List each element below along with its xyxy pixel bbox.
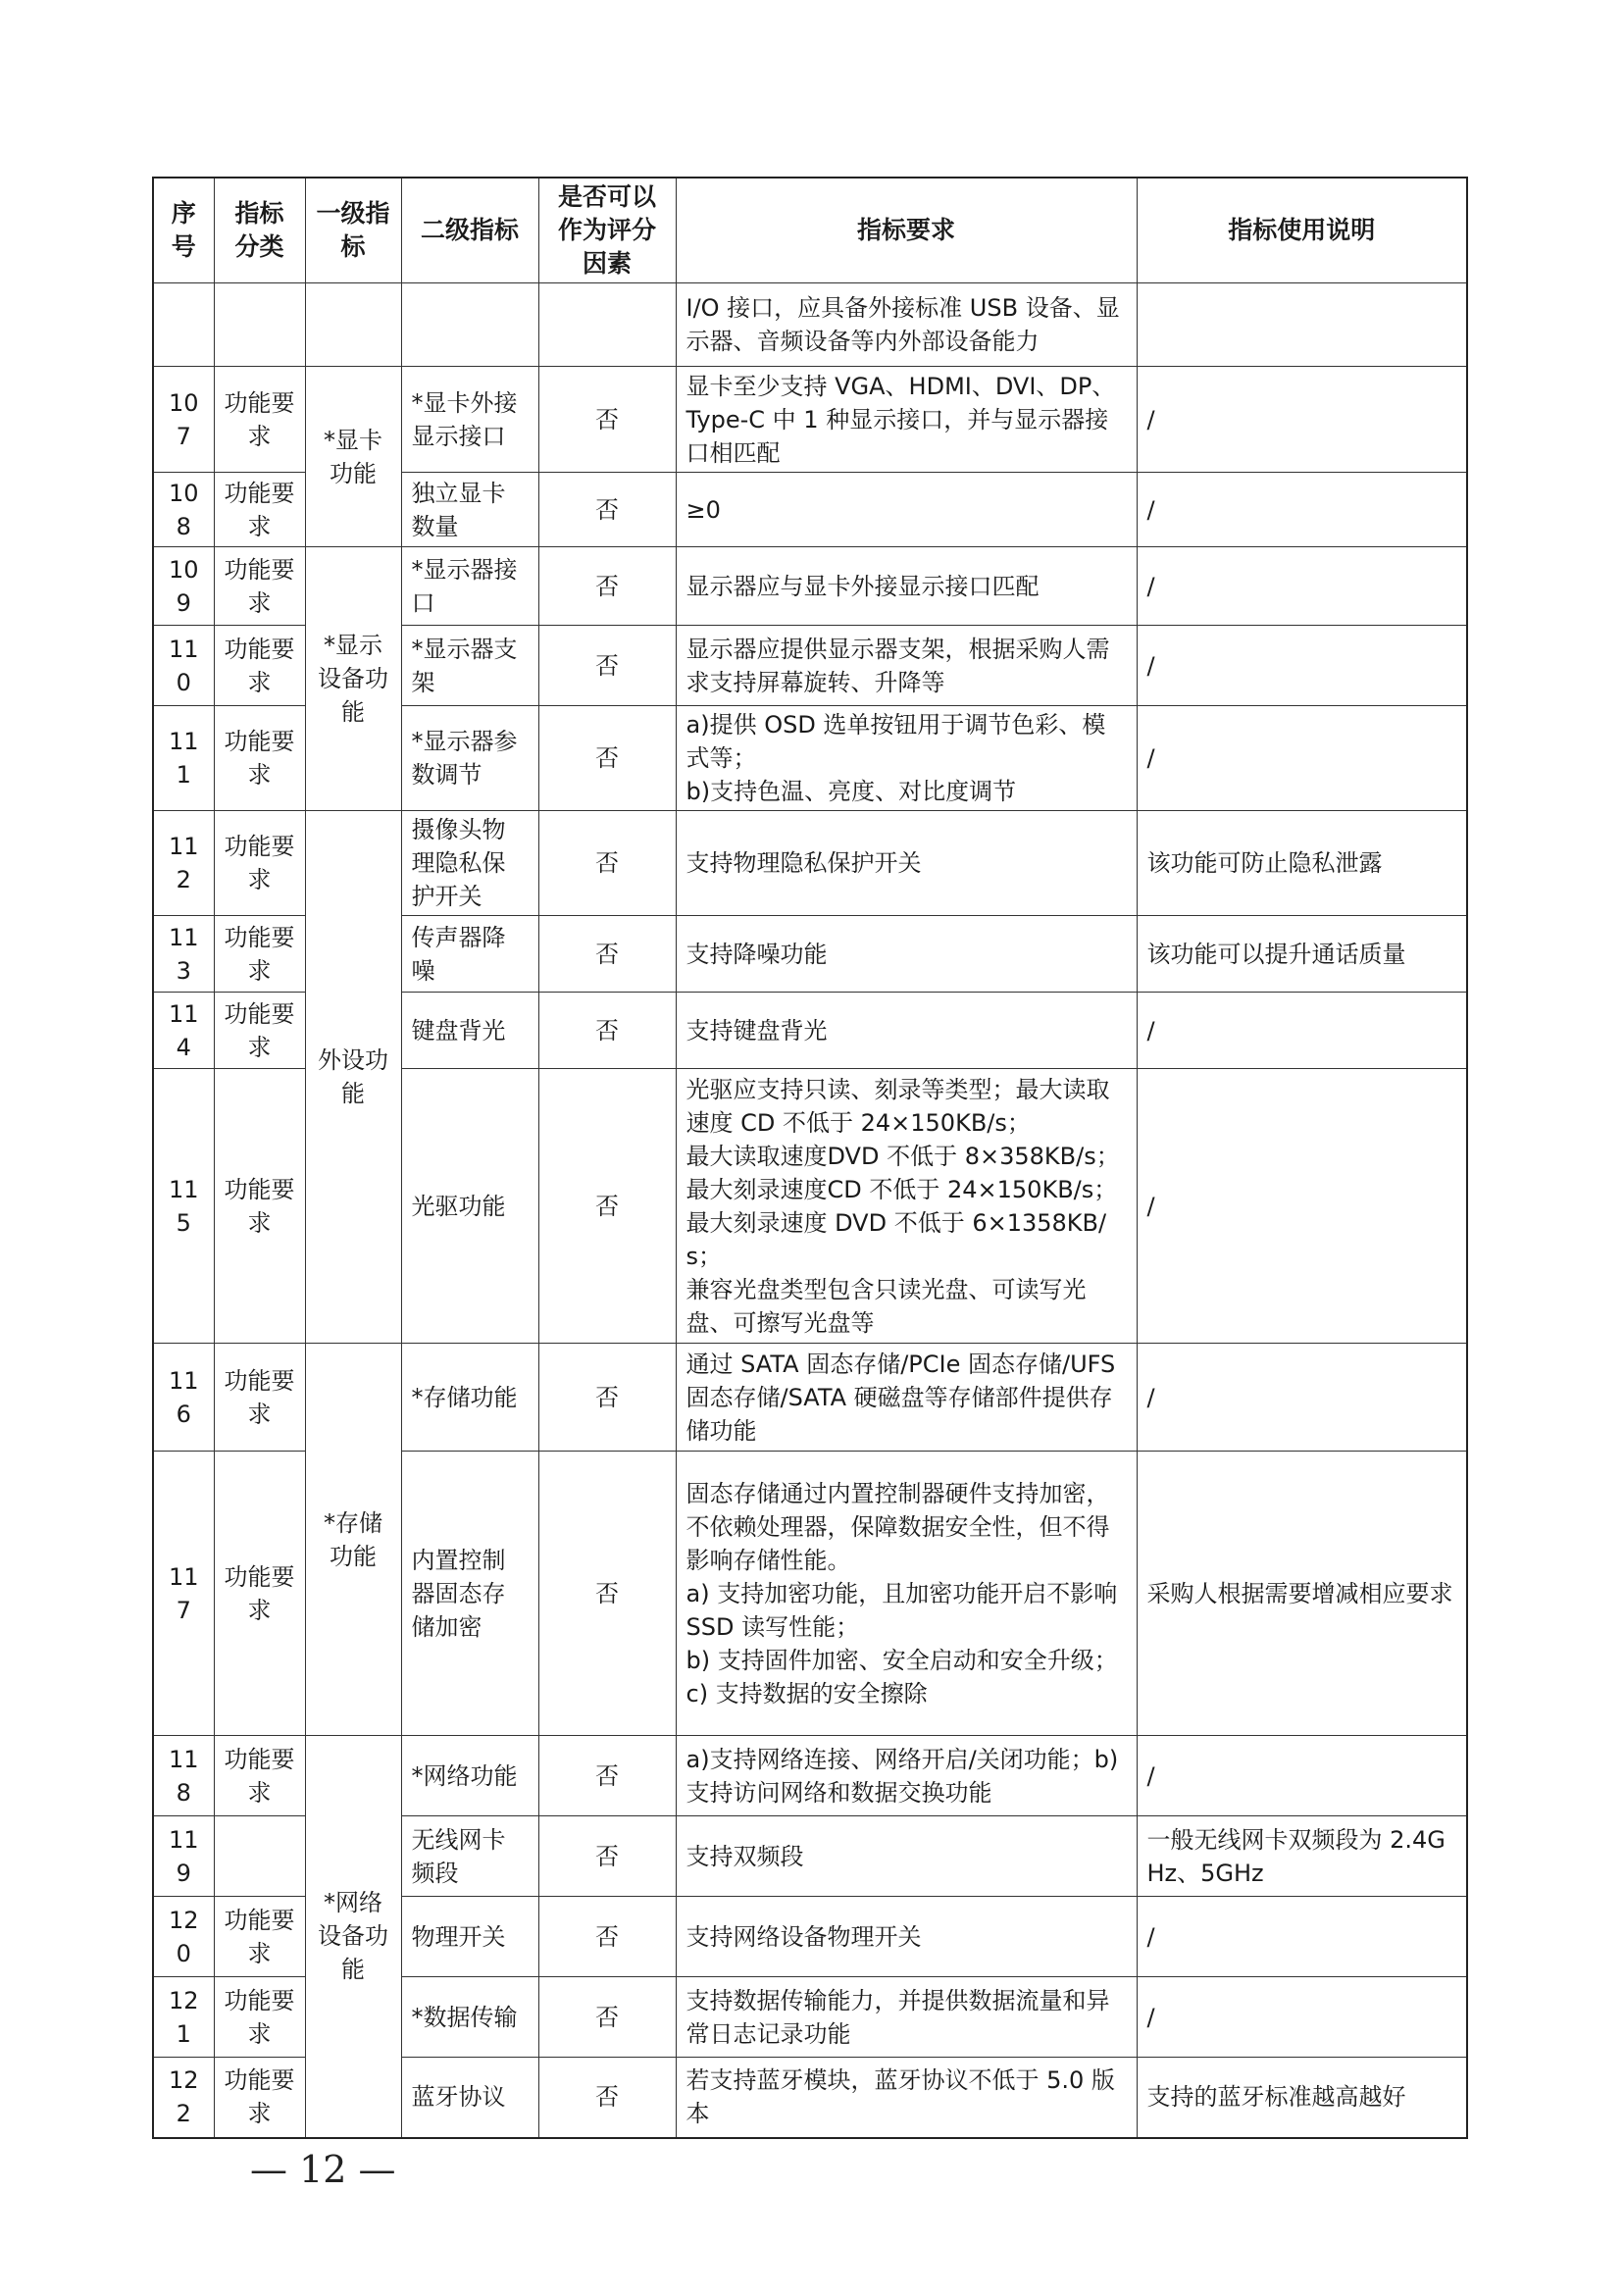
cell-level2: *显示器接口 <box>401 547 538 626</box>
cell-level2: 物理开关 <box>401 1897 538 1977</box>
cell-scoring: 否 <box>538 1452 676 1736</box>
cell-requirement: 支持双频段 <box>676 1816 1137 1897</box>
header-requirement: 指标要求 <box>676 178 1137 283</box>
cell-no: 114 <box>153 993 214 1069</box>
cell-note: / <box>1137 626 1467 706</box>
table-row <box>153 283 1467 367</box>
table-row <box>153 547 1467 626</box>
cell-category: 功能要求 <box>214 1452 305 1736</box>
table-row <box>153 1344 1467 1452</box>
cell-level2: 键盘背光 <box>401 993 538 1069</box>
cell-note: 该功能可以提升通话质量 <box>1137 916 1467 993</box>
cell-no: 110 <box>153 626 214 706</box>
cell-scoring: 否 <box>538 1977 676 2058</box>
table-row <box>153 367 1467 473</box>
cell-note <box>1137 283 1467 367</box>
cell-level1 <box>305 283 401 367</box>
cell-scoring: 否 <box>538 916 676 993</box>
cell-no: 107 <box>153 367 214 473</box>
cell-category: 功能要求 <box>214 626 305 706</box>
cell-scoring <box>538 283 676 367</box>
cell-category: 功能要求 <box>214 1736 305 1816</box>
cell-no: 109 <box>153 547 214 626</box>
cell-note: / <box>1137 993 1467 1069</box>
header-level1: 一级指标 <box>305 178 401 283</box>
table-row <box>153 1736 1467 1816</box>
cell-category: 功能要求 <box>214 916 305 993</box>
cell-no: 116 <box>153 1344 214 1452</box>
cell-note: / <box>1137 1977 1467 2058</box>
cell-note: / <box>1137 1897 1467 1977</box>
cell-requirement: 支持键盘背光 <box>676 993 1137 1069</box>
cell-scoring: 否 <box>538 367 676 473</box>
cell-category: 功能要求 <box>214 2058 305 2138</box>
cell-level2: 传声器降噪 <box>401 916 538 993</box>
cell-level1: *网络设备功能 <box>305 1736 401 2138</box>
cell-scoring: 否 <box>538 1897 676 1977</box>
cell-scoring: 否 <box>538 993 676 1069</box>
cell-requirement: 支持数据传输能力，并提供数据流量和异常日志记录功能 <box>676 1977 1137 2058</box>
cell-requirement: 光驱应支持只读、刻录等类型；最大读取速度 CD 不低于 24×150KB/s； 最大读取速度DVD 不低于 8×358KB/s； 最大刻录速度CD 不低于 24×150KB/s； 最大刻录速度 DVD 不低于 6×1358KB/s； 兼容光盘类型包含只读光盘、可读写光盘、可擦写光盘等 <box>676 1069 1137 1344</box>
cell-level2 <box>401 283 538 367</box>
cell-level2: *存储功能 <box>401 1344 538 1452</box>
header-scoring: 是否可以作为评分因素 <box>538 178 676 283</box>
cell-category: 功能要求 <box>214 1977 305 2058</box>
cell-note: / <box>1137 547 1467 626</box>
spec-table <box>152 177 1468 2139</box>
cell-note: 采购人根据需要增减相应要求 <box>1137 1452 1467 1736</box>
cell-requirement: 支持网络设备物理开关 <box>676 1897 1137 1977</box>
cell-category: 功能要求 <box>214 473 305 547</box>
cell-no: 111 <box>153 706 214 811</box>
cell-category: 功能要求 <box>214 547 305 626</box>
cell-scoring: 否 <box>538 2058 676 2138</box>
cell-level2: 内置控制器固态存储加密 <box>401 1452 538 1736</box>
cell-level2: 独立显卡数量 <box>401 473 538 547</box>
cell-scoring: 否 <box>538 626 676 706</box>
cell-requirement: 支持物理隐私保护开关 <box>676 811 1137 916</box>
cell-note: / <box>1137 1069 1467 1344</box>
cell-requirement: 固态存储通过内置控制器硬件支持加密，不依赖处理器，保障数据安全性，但不得影响存储性能。 a) 支持加密功能，且加密功能开启不影响 SSD 读写性能； b) 支持固件加密、安全启动和安全升级； c) 支持数据的安全擦除 <box>676 1452 1137 1736</box>
cell-requirement: 显示器应与显卡外接显示接口匹配 <box>676 547 1137 626</box>
cell-category <box>214 283 305 367</box>
cell-requirement: I/O 接口，应具备外接标准 USB 设备、显示器、音频设备等内外部设备能力 <box>676 283 1137 367</box>
cell-scoring: 否 <box>538 1069 676 1344</box>
cell-requirement: 显卡至少支持 VGA、HDMI、DVI、DP、Type-C 中 1 种显示接口，并与显示器接口相匹配 <box>676 367 1137 473</box>
cell-no: 115 <box>153 1069 214 1344</box>
cell-no: 117 <box>153 1452 214 1736</box>
cell-level2: *显示器参数调节 <box>401 706 538 811</box>
cell-no: 113 <box>153 916 214 993</box>
cell-level2: 摄像头物理隐私保护开关 <box>401 811 538 916</box>
cell-level2: *显卡外接显示接口 <box>401 367 538 473</box>
cell-requirement: 支持降噪功能 <box>676 916 1137 993</box>
cell-level2: *网络功能 <box>401 1736 538 1816</box>
cell-note: / <box>1137 706 1467 811</box>
table-row <box>153 811 1467 916</box>
cell-level1: *存储功能 <box>305 1344 401 1736</box>
cell-note: / <box>1137 1736 1467 1816</box>
header-no: 序号 <box>153 178 214 283</box>
cell-note: 支持的蓝牙标准越高越好 <box>1137 2058 1467 2138</box>
cell-no: 119 <box>153 1816 214 1897</box>
cell-requirement: ≥0 <box>676 473 1137 547</box>
cell-scoring: 否 <box>538 811 676 916</box>
cell-scoring: 否 <box>538 1816 676 1897</box>
cell-category: 功能要求 <box>214 993 305 1069</box>
cell-note: / <box>1137 473 1467 547</box>
cell-category: 功能要求 <box>214 706 305 811</box>
cell-category <box>214 1816 305 1897</box>
cell-scoring: 否 <box>538 473 676 547</box>
cell-no: 112 <box>153 811 214 916</box>
cell-requirement: 显示器应提供显示器支架，根据采购人需求支持屏幕旋转、升降等 <box>676 626 1137 706</box>
cell-level2: *显示器支架 <box>401 626 538 706</box>
cell-level1: *显示设备功能 <box>305 547 401 811</box>
header-category: 指标分类 <box>214 178 305 283</box>
cell-level1: *显卡功能 <box>305 367 401 547</box>
cell-level2: 光驱功能 <box>401 1069 538 1344</box>
cell-requirement: 若支持蓝牙模块，蓝牙协议不低于 5.0 版本 <box>676 2058 1137 2138</box>
cell-note: 一般无线网卡双频段为 2.4GHz、5GHz <box>1137 1816 1467 1897</box>
cell-category: 功能要求 <box>214 1069 305 1344</box>
page-number: — 12 — <box>250 2148 396 2191</box>
cell-category: 功能要求 <box>214 1897 305 1977</box>
cell-no: 122 <box>153 2058 214 2138</box>
cell-no <box>153 283 214 367</box>
cell-no: 121 <box>153 1977 214 2058</box>
cell-no: 108 <box>153 473 214 547</box>
header-note: 指标使用说明 <box>1137 178 1467 283</box>
cell-scoring: 否 <box>538 1344 676 1452</box>
table-header-row <box>153 178 1467 283</box>
cell-level2: 蓝牙协议 <box>401 2058 538 2138</box>
cell-level1: 外设功能 <box>305 811 401 1344</box>
cell-note: / <box>1137 1344 1467 1452</box>
cell-level2: *数据传输 <box>401 1977 538 2058</box>
cell-note: 该功能可防止隐私泄露 <box>1137 811 1467 916</box>
cell-scoring: 否 <box>538 706 676 811</box>
cell-scoring: 否 <box>538 547 676 626</box>
cell-scoring: 否 <box>538 1736 676 1816</box>
cell-requirement: 通过 SATA 固态存储/PCIe 固态存储/UFS 固态存储/SATA 硬磁盘等存储部件提供存储功能 <box>676 1344 1137 1452</box>
cell-no: 118 <box>153 1736 214 1816</box>
cell-no: 120 <box>153 1897 214 1977</box>
cell-requirement: a)支持网络连接、网络开启/关闭功能；b)支持访问网络和数据交换功能 <box>676 1736 1137 1816</box>
cell-requirement: a)提供 OSD 选单按钮用于调节色彩、模式等； b)支持色温、亮度、对比度调节 <box>676 706 1137 811</box>
header-level2: 二级指标 <box>401 178 538 283</box>
cell-level2: 无线网卡频段 <box>401 1816 538 1897</box>
cell-note: / <box>1137 367 1467 473</box>
cell-category: 功能要求 <box>214 1344 305 1452</box>
cell-category: 功能要求 <box>214 811 305 916</box>
cell-category: 功能要求 <box>214 367 305 473</box>
